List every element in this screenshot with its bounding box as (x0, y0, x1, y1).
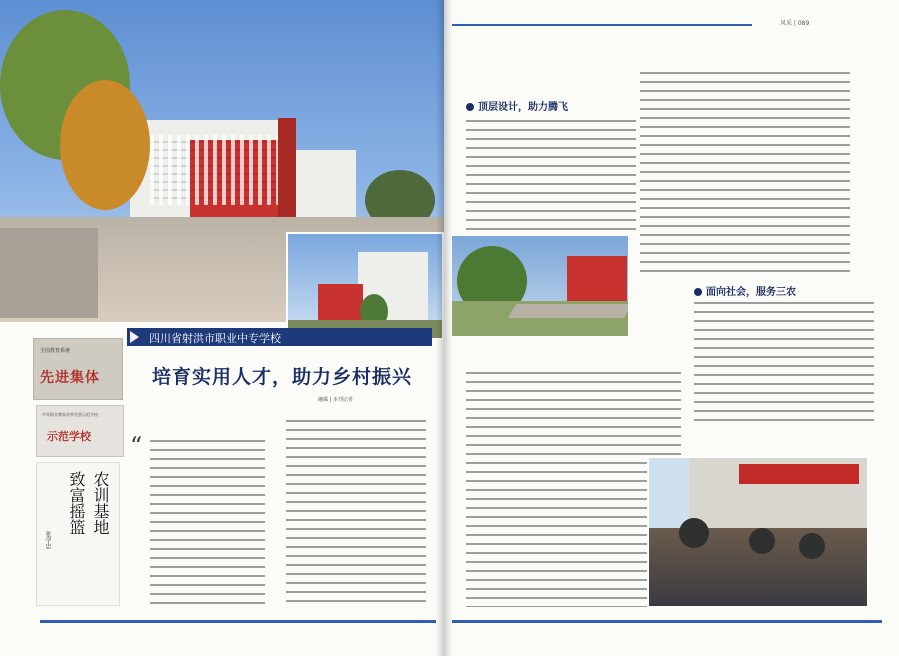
calligraphy-line-1: 农训基地 (91, 471, 110, 535)
article-title: 培育实用人才，助力乡村振兴 (152, 366, 413, 388)
building-photo (286, 232, 444, 340)
section-heading-1 (466, 98, 568, 113)
page-header: 风采 | 089 (780, 20, 810, 27)
award-plaque-title: 示范学校 (47, 430, 91, 443)
right-page (444, 0, 899, 656)
body-text-section-2 (694, 302, 874, 424)
bullet-icon (694, 288, 702, 296)
section-heading-2-label: 面向社会，服务三农 (706, 287, 796, 298)
calligraphy-signature: 张学忠 (44, 531, 51, 549)
section-heading-2 (694, 283, 796, 298)
school-name: 四川省射洪市职业中专学校 (149, 332, 281, 345)
top-rule (452, 24, 752, 26)
left-page (0, 0, 444, 656)
section-heading-1-label: 顶层设计，助力腾飞 (478, 102, 568, 113)
body-text-right-column (640, 72, 850, 272)
bullet-icon (466, 103, 474, 111)
school-name-bar (127, 328, 432, 346)
calligraphy-scroll (36, 462, 120, 606)
calligraphy-line-2: 致富摇篮 (67, 471, 86, 535)
quote-mark: “ (130, 432, 143, 460)
award-plaque-advanced (33, 338, 123, 400)
bottom-rule (452, 620, 882, 623)
bottom-rule (40, 620, 436, 623)
award-plaque-caption: 中等职业教育改革发展示范学校 (42, 412, 98, 417)
campus-path-photo (452, 236, 628, 336)
award-plaque-title: 先进集体 (40, 370, 100, 386)
award-plaque-model (36, 405, 124, 457)
award-plaque-caption: 全国教育系统 (40, 348, 71, 354)
body-text-column-2 (286, 420, 426, 606)
classroom-photo (647, 456, 869, 608)
spine-gutter (436, 0, 452, 656)
chevron-icon (130, 331, 139, 343)
body-text-column-1 (150, 440, 265, 606)
body-text-top-left (466, 120, 636, 230)
byline: 融媒 | 本刊记者 (318, 397, 353, 403)
